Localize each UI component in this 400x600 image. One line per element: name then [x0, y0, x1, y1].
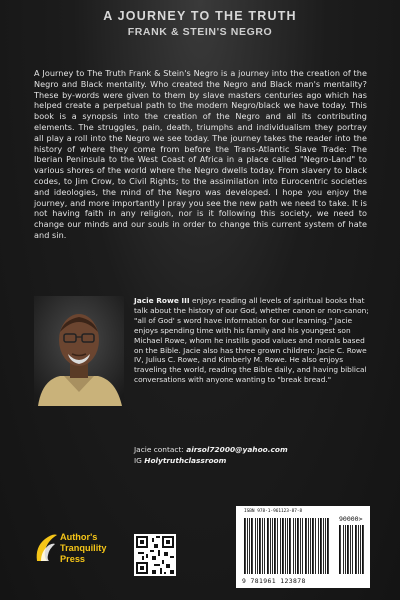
author-bio [134, 296, 370, 385]
isbn-barcode [236, 506, 370, 588]
price-code: 90000> [339, 515, 363, 523]
author-name: Jacie Rowe III [134, 296, 190, 305]
author-contact [134, 444, 288, 466]
publisher-line-1: Author's [60, 532, 98, 542]
instagram-handle: Holytruthclassroom [144, 456, 227, 465]
author-bio-text: enjoys reading all levels of spiritual books that talk about the history of our God, whether canon or non-canon; "all of God' s word have information for our learning." Jacie enjoys spending time with his family and his youngest son Michael Rowe, whom he instills good values and morals based on the Bible. Jacie also has three grown children: Jacie C. Rowe IV, Julius C. Rowe, and Kimberly M. Rowe. He also enjoys traveling the world, reading the Bible daily, and having biblical conversations with anyone wanting to "break bread." [134, 296, 369, 385]
barcode-addon-bars [339, 525, 365, 574]
author-photo [34, 296, 124, 406]
contact-email-line [134, 444, 288, 455]
qr-code [134, 534, 176, 576]
publisher-name [60, 532, 106, 565]
instagram-line [134, 455, 288, 466]
barcode-bars [244, 518, 332, 574]
isbn-top-label: ISBN 978-1-961123-87-8 [244, 509, 303, 514]
isbn-bottom-label: 9 781961 123878 [242, 577, 306, 585]
publisher-line-3: Press [60, 554, 86, 564]
publisher-line-2: Tranquility [60, 543, 107, 553]
publisher-logo-icon [33, 531, 59, 563]
contact-email: airsol72000@yahoo.com [186, 445, 288, 454]
book-subtitle: FRANK & STEIN'S NEGRO [127, 26, 273, 38]
instagram-label: IG [134, 456, 145, 465]
book-title: A JOURNEY TO THE TRUTH [103, 9, 297, 23]
synopsis-text: A Journey to The Truth Frank & Stein's Negro is a journey into the creation of the Negro and Black mentality. Who created the Negro and Black man's mentality? These by-words were given to them by slave masters centuries ago which has helped create a perpetual path to the modern Negro/black we have today. This book is a synopsis into the creation of the Negro and all its contributing elements. The struggles, pain, death, triumphs and individualism they portray all play a roll into the Negro we see today. The journey takes the reader into the history of where they come from before the Trans-Atlantic Slave Trade: The Iberian Peninsula to the West Coast of Africa in a place called "Negro-Land" to various shores of the world where the Negro dwells today. From slavery to black codes, to Jim Crow, to Civil Rights; to the assimilation into Eurocentric societies and ideologies, the mind of the Negro was developed. I hope you enjoy the journey, and more importantly I pray you see the new path we need to take. It is not having faith in any religion, nor is it following this society, we need to change our minds and our souls in order to change this current system of hate and sin. [34, 68, 367, 240]
contact-label: Jacie contact: [134, 445, 187, 454]
